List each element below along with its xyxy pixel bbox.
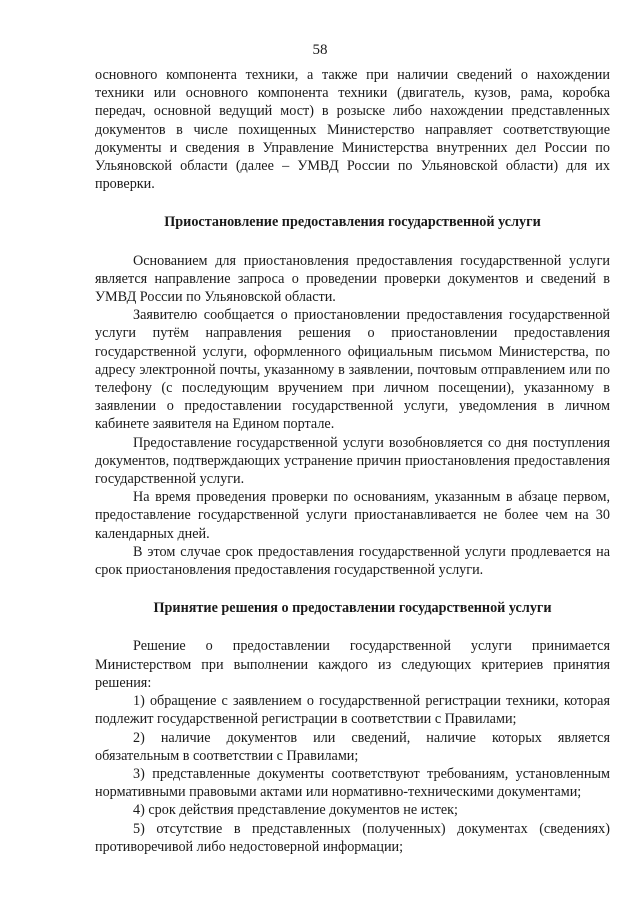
list-item: 2) наличие документов или сведений, наличие которых является обязательным в соответствии с Правилами; [95, 729, 610, 764]
list-item: 3) представленные документы соответствуют требованиям, установленным нормативными правовыми актами или нормативно-техническими документами; [95, 765, 610, 801]
document-body [95, 66, 610, 856]
section-heading-decision: Принятие решения о предоставлении государственной услуги [153, 600, 552, 617]
paragraph: Заявителю сообщается о приостановлении предоставления государственной услуги путём направления решения о приостановлении предоставления государственной услуги, оформленного официальным письмом Министерства, по адресу электронной почты, указанному в заявлении, почтовым отправлением или по телефону (с последующим вручением при личном посещении), указанному в заявлении о предоставлении государственной услуги, уведомления в личном кабинете заявителя на Едином портале. [95, 307, 610, 433]
list-item: 5) отсутствие в представленных (полученных) документах (сведениях) противоречивой либо недостоверной информации; [95, 820, 610, 855]
intro-paragraph: основного компонента техники, а также при наличии сведений о нахождении техники или основного компонента техники (двигатель, кузов, рама, коробка передач, основной ведущий мост) в розыске либо нахождении представленных документов в числе похищенных Министерство направляет соответствующие документы и сведения в Управление Министерства внутренних дел России по Ульяновской области (далее – УМВД России по Ульяновской области) для их проверки. [95, 67, 610, 193]
paragraph: На время проведения проверки по основаниям, указанным в абзаце первом, предоставление государственной услуги приостанавливается не более чем на 30 календарных дней. [95, 489, 610, 542]
list-item: 4) срок действия представление документов не истек; [133, 802, 458, 819]
page-number: 58 [312, 42, 328, 58]
paragraph: Предоставление государственной услуги возобновляется со дня поступления документов, подтверждающих устранение причин приостановления предоставления государственной услуги. [95, 434, 610, 488]
paragraph: Решение о предоставлении государственной услуги принимается Министерством при выполнении каждого из следующих критериев принятия решения: [95, 638, 610, 691]
paragraph: В этом случае срок предоставления государственной услуги продлевается на срок приостановления предоставления государственной услуги. [95, 543, 610, 579]
section-heading-suspension: Приостановление предоставления государственной услуги [164, 214, 541, 231]
paragraph: Основанием для приостановления предоставления государственной услуги является направление запроса о проведении проверки документов и сведений в УМВД России по Ульяновской области. [95, 252, 610, 306]
list-item: 1) обращение с заявлением о государственной регистрации техники, которая подлежит государственной регистрации в соответствии с Правилами; [95, 693, 610, 728]
